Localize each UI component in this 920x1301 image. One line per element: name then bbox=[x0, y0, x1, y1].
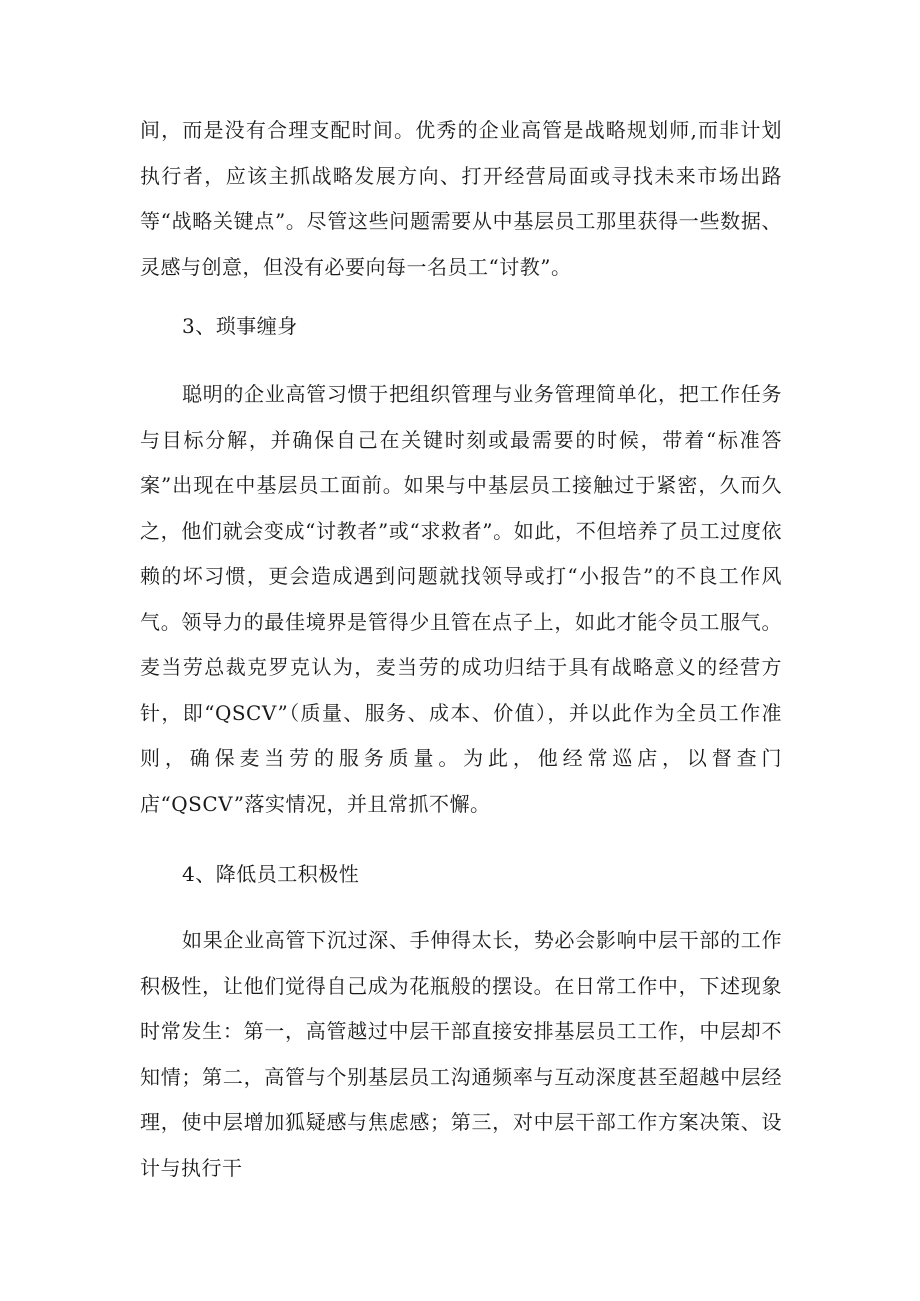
paragraph-text: 如果企业高管下沉过深、手伸得太长，势必会影响中层干部的工作积极性，让他们觉得自己成为花瓶般的摆设。在日常工作中，下述现象时常发生：第一，高管越过中层干部直接安排基层员工工作，中层却不知情；第二，高管与个别基层员工沟通频率与互动深度甚至超越中层经理，使中层增加狐疑感与焦虑感；第三，对中层干部工作方案决策、设计与执行干 bbox=[140, 928, 782, 1180]
paragraph-text: 聪明的企业高管习惯于把组织管理与业务管理简单化，把工作任务与目标分解，并确保自己在关键时刻或最需要的时候，带着“标准答案”出现在中基层员工面前。如果与中基层员工接触过于紧密，久而久之，他们就会变成“讨教者”或“求救者”。如此，不但培养了员工过度依赖的坏习惯，更会造成遇到问题就找领导或打“小报告”的不良工作风气。领导力的最佳境界是管得少且管在点子上，如此才能令员工服气。麦当劳总裁克罗克认为，麦当劳的成功归结于具有战略意义的经营方针，即“QSCV”（质量、服务、成本、价值），并以此作为全员工作准则，确保麦当劳的服务质量。为此，他经常巡店，以督查门店“QSCV”落实情况，并且常抓不懈。 bbox=[140, 382, 782, 816]
body-paragraph bbox=[140, 372, 782, 827]
body-paragraph bbox=[140, 918, 782, 1191]
section-heading: 3、琐事缠身 bbox=[182, 314, 298, 338]
section-heading-4 bbox=[140, 852, 782, 898]
paragraph-text: 间，而是没有合理支配时间。优秀的企业高管是战略规划师,而非计划执行者，应该主抓战略发展方向、打开经营局面或寻找未来市场出路等“战略关键点”。尽管这些问题需要从中基层员工那里获得一些数据、灵感与创意，但没有必要向每一名员工“讨教”。 bbox=[140, 118, 782, 279]
body-paragraph-continued bbox=[140, 108, 782, 290]
section-heading: 4、降低员工积极性 bbox=[182, 862, 360, 886]
section-heading-3 bbox=[140, 304, 782, 350]
